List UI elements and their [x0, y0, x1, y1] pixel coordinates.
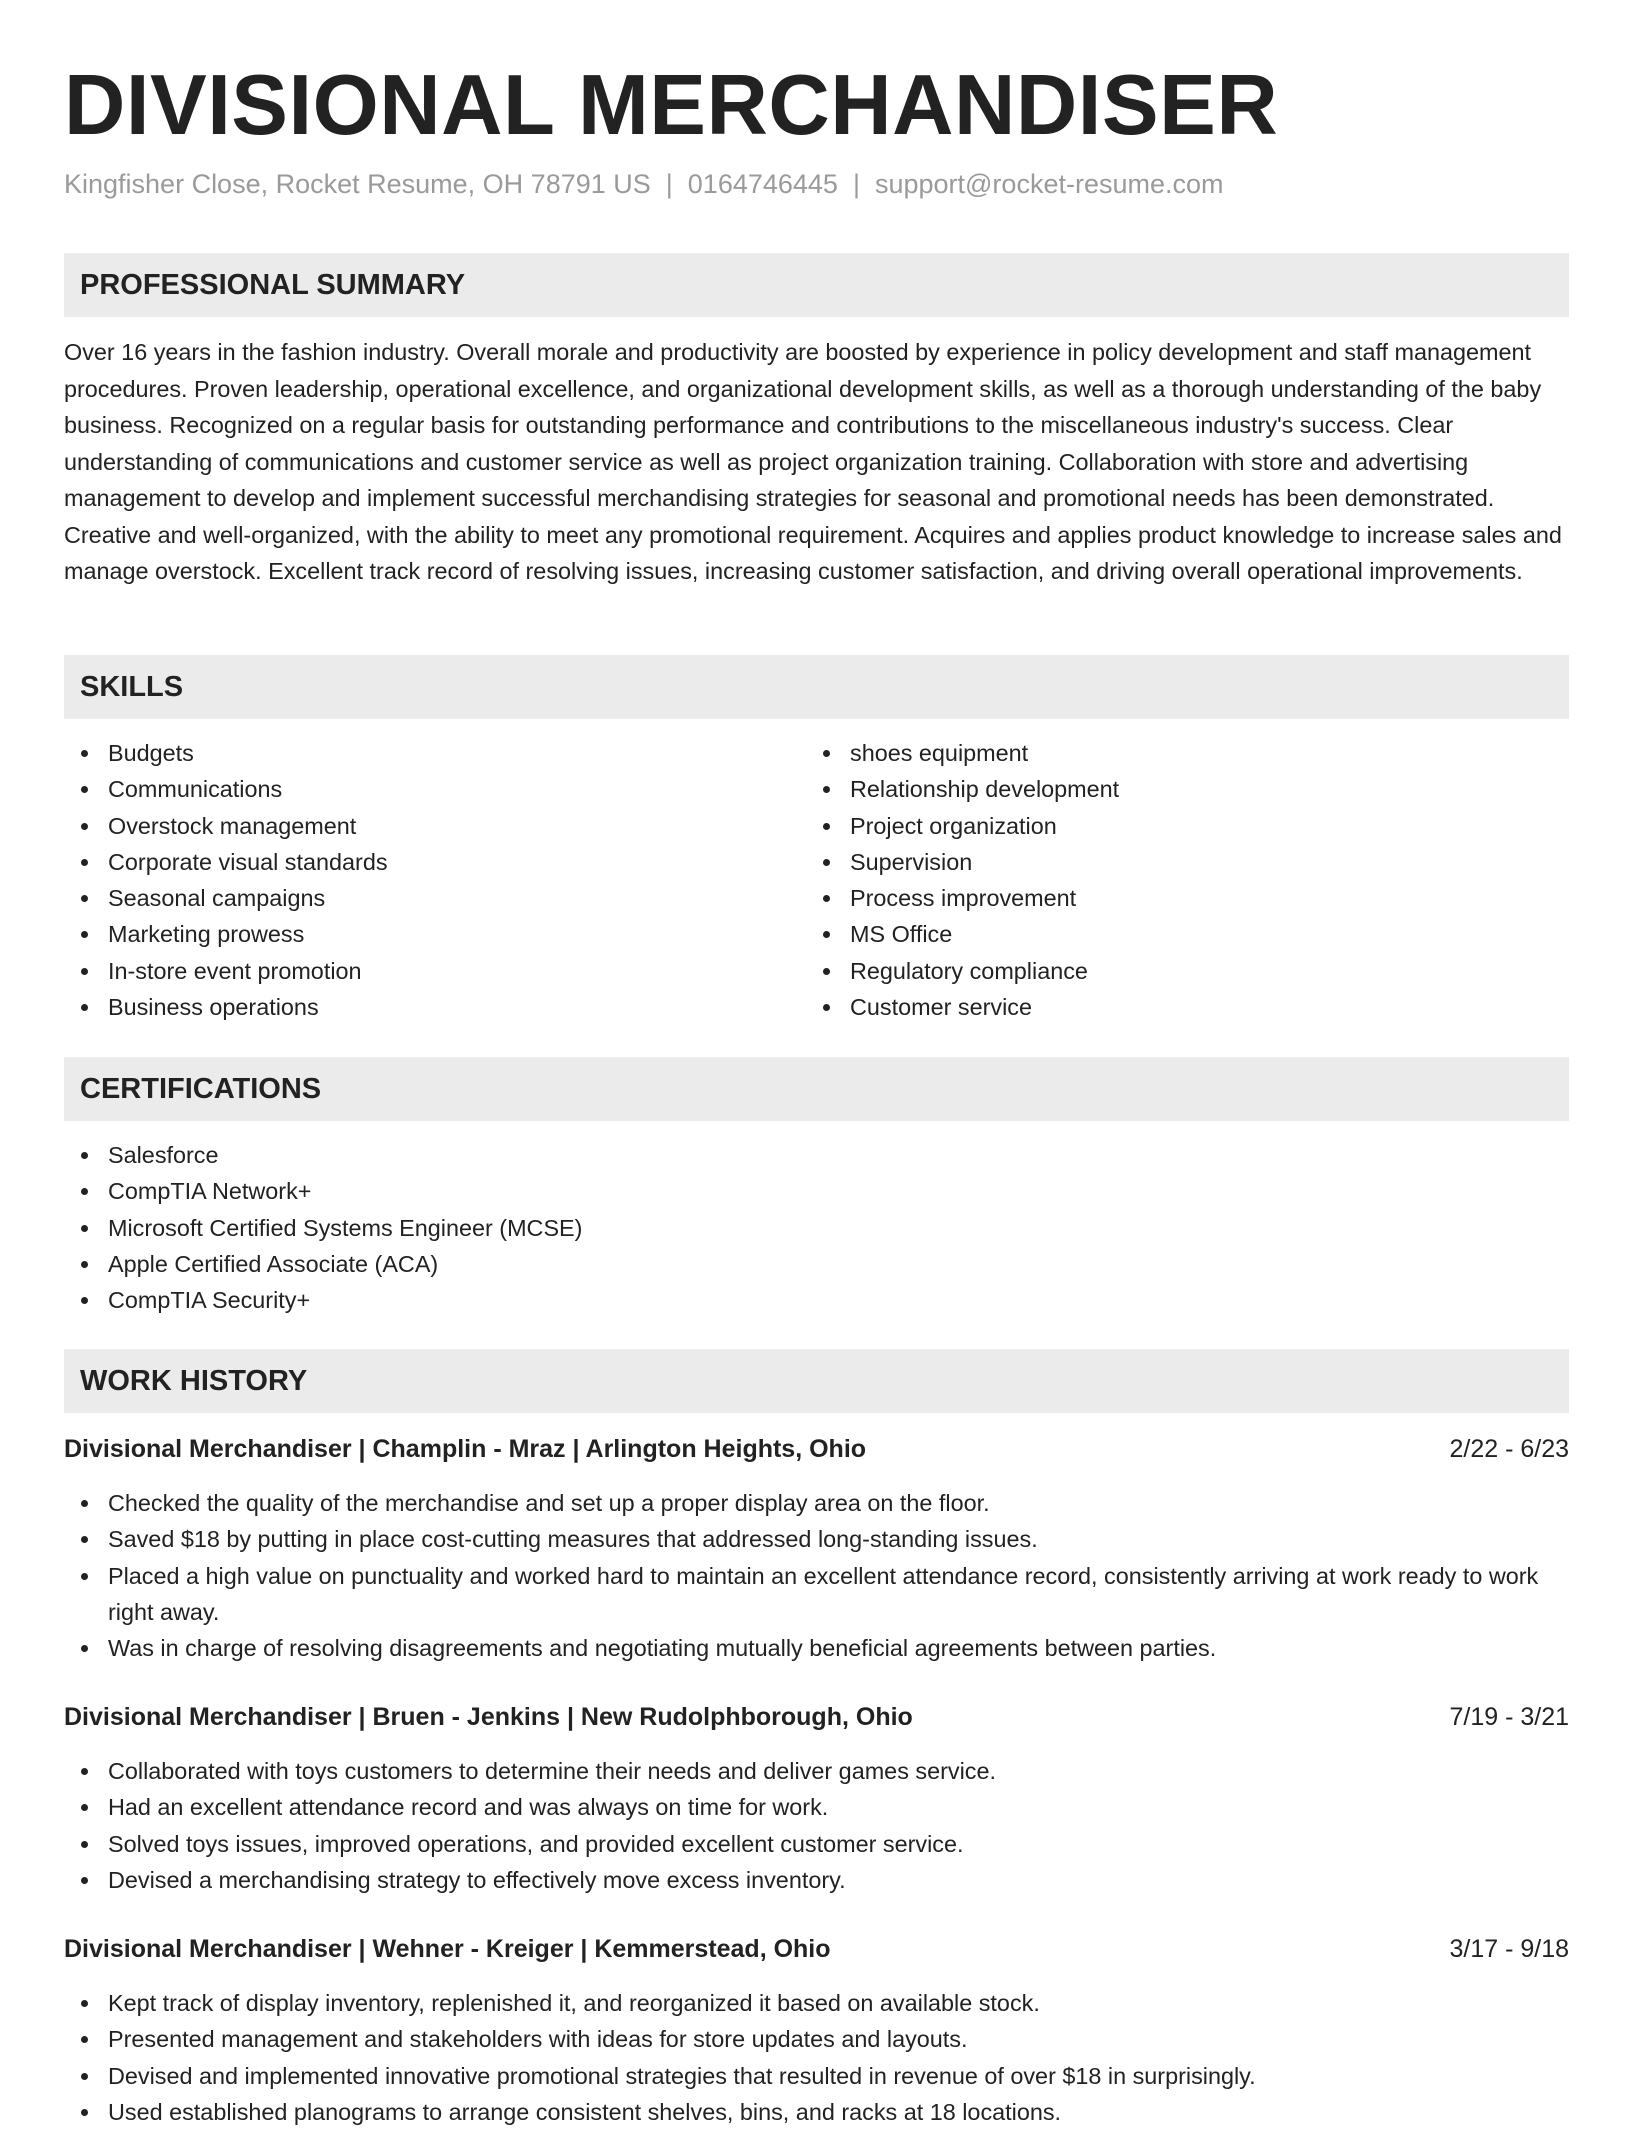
skill-item: MS Office: [806, 916, 1546, 952]
certification-item: Apple Certified Associate (ACA): [64, 1246, 1569, 1282]
skill-item: Process improvement: [806, 880, 1546, 916]
job-bullet: Kept track of display inventory, replenished it, and reorganized it based on available stock.: [64, 1985, 1569, 2021]
job-title: Divisional Merchandiser | Bruen - Jenkins | New Rudolphborough, Ohio: [64, 1703, 913, 1731]
skill-item: Relationship development: [806, 771, 1546, 807]
resume-name: DIVISIONAL MERCHANDISER: [64, 58, 1279, 153]
job-bullet: Devised and implemented innovative promotional strategies that resulted in revenue of over $18 in surprisingly.: [64, 2058, 1569, 2094]
job-bullet: Used established planograms to arrange consistent shelves, bins, and racks at 18 locations.: [64, 2094, 1569, 2130]
skills-heading: SKILLS: [64, 655, 1569, 719]
skill-item: Seasonal campaigns: [64, 880, 804, 916]
skills-list-left: [64, 735, 804, 1025]
certification-item: CompTIA Security+: [64, 1282, 1569, 1318]
job-dates: 3/17 - 9/18: [1449, 1935, 1569, 1963]
summary-heading: PROFESSIONAL SUMMARY: [64, 253, 1569, 317]
job-bullet: Devised a merchandising strategy to effectively move excess inventory.: [64, 1862, 1569, 1898]
job-bullet: Collaborated with toys customers to determine their needs and deliver games service.: [64, 1753, 1569, 1789]
skill-item: Corporate visual standards: [64, 844, 804, 880]
certifications-heading: CERTIFICATIONS: [64, 1057, 1569, 1121]
job-dates: 2/22 - 6/23: [1449, 1435, 1569, 1463]
skill-item: Overstock management: [64, 808, 804, 844]
skill-item: In-store event promotion: [64, 953, 804, 989]
job-dates: 7/19 - 3/21: [1449, 1703, 1569, 1731]
contact-separator: |: [852, 169, 860, 199]
job-title: Divisional Merchandiser | Champlin - Mraz | Arlington Heights, Ohio: [64, 1435, 867, 1463]
skill-item: shoes equipment: [806, 735, 1546, 771]
skill-item: Customer service: [806, 989, 1546, 1025]
job-bullet: Presented management and stakeholders with ideas for store updates and layouts.: [64, 2021, 1569, 2057]
contact-address: Kingfisher Close, Rocket Resume, OH 78791 US: [64, 169, 651, 199]
contact-line: [64, 166, 1224, 202]
skills-list-right: [806, 735, 1546, 1025]
job-bullet: Solved toys issues, improved operations, and provided excellent customer service.: [64, 1826, 1569, 1862]
contact-phone: 0164746445: [687, 169, 838, 199]
skill-item: Business operations: [64, 989, 804, 1025]
skill-item: Budgets: [64, 735, 804, 771]
job-bullets: [64, 1485, 1569, 1666]
summary-text: Over 16 years in the fashion industry. Overall morale and productivity are boosted by experience in policy development and staff management procedures. Proven leadership, operational excellence, and organizational development skills, as well as a thorough understanding of the baby business. Recognized on a regular basis for outstanding performance and contributions to the miscellaneous industry's success. Clear understanding of communications and customer service as well as project organization training. Collaboration with store and advertising management to develop and implement successful merchandising strategies for seasonal and promotional needs has been demonstrated. Creative and well-organized, with the ability to meet any promotional requirement. Acquires and applies product knowledge to increase sales and manage overstock. Excellent track record of resolving issues, increasing customer satisfaction, and driving overall operational improvements.: [64, 339, 1562, 584]
job-bullet: Saved $18 by putting in place cost-cutting measures that addressed long-standing issues.: [64, 1521, 1569, 1557]
job-bullets: [64, 1753, 1569, 1898]
job-title: Divisional Merchandiser | Wehner - Kreiger | Kemmerstead, Ohio: [64, 1935, 831, 1963]
skill-item: Regulatory compliance: [806, 953, 1546, 989]
certifications-list: [64, 1137, 1569, 1318]
contact-email: support@rocket-resume.com: [874, 169, 1224, 199]
job-bullet: Was in charge of resolving disagreements and negotiating mutually beneficial agreements between parties.: [64, 1630, 1569, 1666]
skill-item: Marketing prowess: [64, 916, 804, 952]
job-bullets: [64, 1985, 1569, 2130]
job-bullet: Placed a high value on punctuality and worked hard to maintain an excellent attendance record, consistently arriving at work ready to work right away.: [64, 1558, 1569, 1631]
skill-item: Supervision: [806, 844, 1546, 880]
work-history-heading: WORK HISTORY: [64, 1349, 1569, 1413]
skill-item: Project organization: [806, 808, 1546, 844]
certification-item: CompTIA Network+: [64, 1173, 1569, 1209]
job-bullet: Checked the quality of the merchandise and set up a proper display area on the floor.: [64, 1485, 1569, 1521]
skill-item: Communications: [64, 771, 804, 807]
job-bullet: Had an excellent attendance record and was always on time for work.: [64, 1789, 1569, 1825]
contact-separator: |: [665, 169, 673, 199]
certification-item: Salesforce: [64, 1137, 1569, 1173]
certification-item: Microsoft Certified Systems Engineer (MCSE): [64, 1210, 1569, 1246]
